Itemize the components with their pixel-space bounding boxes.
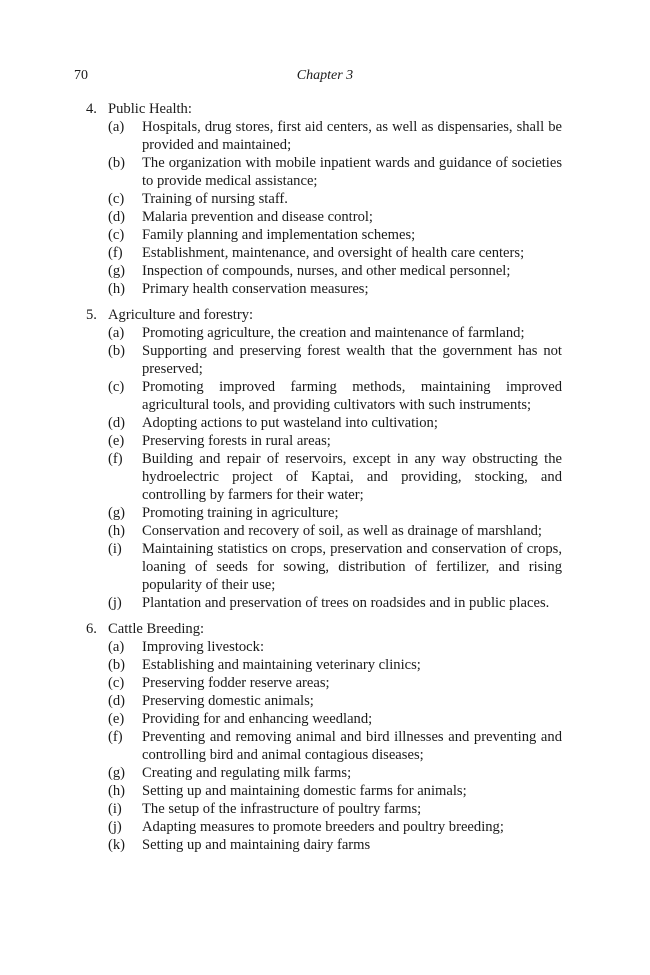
page-content: [86, 100, 562, 862]
list-item: [108, 818, 562, 836]
item-letter: (c): [108, 227, 125, 243]
item-letter: (h): [108, 281, 126, 297]
item-text: Malaria prevention and disease control;: [142, 209, 373, 225]
item-text: The organization with mobile inpatient wards and guidance of societies to provide medical assistance;: [142, 155, 562, 189]
item-letter: (h): [108, 523, 126, 539]
item-text: Maintaining statistics on crops, preservation and conservation of crops, loaning of seeds for sowing, distribution of fertilizer, and rising popularity of their use;: [142, 541, 562, 593]
list-item: [108, 692, 562, 710]
section-heading: [86, 100, 562, 118]
list-item: [108, 782, 562, 800]
section: [86, 100, 562, 298]
item-letter: (a): [108, 639, 125, 655]
item-text: Conservation and recovery of soil, as well as drainage of marshland;: [142, 523, 542, 539]
list-item: [108, 432, 562, 450]
item-letter: (d): [108, 415, 126, 431]
item-letter: (f): [108, 451, 123, 467]
item-text: Establishing and maintaining veterinary clinics;: [142, 657, 421, 673]
item-letter: (j): [108, 819, 122, 835]
item-letter: (h): [108, 783, 126, 799]
list-item: [108, 836, 562, 854]
item-text: Setting up and maintaining dairy farms: [142, 837, 371, 853]
list-item: [108, 540, 562, 594]
item-list: [108, 324, 562, 612]
list-item: [108, 190, 562, 208]
section: [86, 306, 562, 612]
list-item: [108, 504, 562, 522]
list-item: [108, 244, 562, 262]
page-number: 70: [74, 68, 88, 83]
item-letter: (b): [108, 155, 126, 171]
item-letter: (e): [108, 711, 125, 727]
list-item: [108, 594, 562, 612]
item-letter: (g): [108, 263, 126, 279]
item-letter: (j): [108, 595, 122, 611]
item-text: Plantation and preservation of trees on roadsides and in public places.: [142, 595, 550, 611]
item-letter: (b): [108, 343, 126, 359]
item-text: The setup of the infrastructure of poultry farms;: [142, 801, 422, 817]
item-text: Primary health conservation measures;: [142, 281, 369, 297]
item-text: Promoting agriculture, the creation and maintenance of farmland;: [142, 325, 525, 341]
item-letter: (e): [108, 433, 125, 449]
section: [86, 620, 562, 854]
list-item: [108, 226, 562, 244]
list-item: [108, 342, 562, 378]
item-text: Promoting training in agriculture;: [142, 505, 339, 521]
section-number: 4.: [86, 101, 97, 117]
item-text: Preserving fodder reserve areas;: [142, 675, 330, 691]
item-text: Promoting improved farming methods, maintaining improved agricultural tools, and providing cultivators with such instruments;: [142, 379, 562, 413]
item-letter: (a): [108, 119, 125, 135]
list-item: [108, 154, 562, 190]
item-text: Building and repair of reservoirs, except in any way obstructing the hydroelectric project of Kaptai, and providing, stocking, and controlling by farmers for their water;: [142, 451, 562, 503]
list-item: [108, 378, 562, 414]
item-letter: (a): [108, 325, 125, 341]
item-text: Preserving domestic animals;: [142, 693, 314, 709]
item-text: Supporting and preserving forest wealth that the government has not preserved;: [142, 343, 562, 377]
list-item: [108, 674, 562, 692]
list-item: [108, 118, 562, 154]
item-text: Creating and regulating milk farms;: [142, 765, 352, 781]
item-letter: (d): [108, 209, 126, 225]
list-item: [108, 800, 562, 818]
item-letter: (k): [108, 837, 126, 853]
list-item: [108, 262, 562, 280]
item-text: Hospitals, drug stores, first aid centers, as well as dispensaries, shall be provided and maintained;: [142, 119, 562, 153]
section-title: Cattle Breeding:: [108, 621, 205, 637]
section-number: 5.: [86, 307, 97, 323]
item-letter: (g): [108, 505, 126, 521]
item-letter: (c): [108, 191, 125, 207]
item-text: Family planning and implementation schemes;: [142, 227, 416, 243]
section-number: 6.: [86, 621, 97, 637]
item-letter: (c): [108, 379, 125, 395]
item-letter: (g): [108, 765, 126, 781]
item-text: Adapting measures to promote breeders and poultry breeding;: [142, 819, 504, 835]
item-text: Improving livestock:: [142, 639, 265, 655]
list-item: [108, 522, 562, 540]
item-letter: (i): [108, 541, 122, 557]
item-letter: (f): [108, 245, 123, 261]
item-text: Providing for and enhancing weedland;: [142, 711, 373, 727]
section-heading: [86, 620, 562, 638]
item-text: Preventing and removing animal and bird illnesses and preventing and controlling bird and animal contagious diseases;: [142, 729, 562, 763]
list-item: [108, 728, 562, 764]
item-letter: (c): [108, 675, 125, 691]
list-item: [108, 656, 562, 674]
item-list: [108, 118, 562, 298]
section-title: Agriculture and forestry:: [108, 307, 254, 323]
list-item: [108, 414, 562, 432]
list-item: [108, 280, 562, 298]
list-item: [108, 324, 562, 342]
item-letter: (b): [108, 657, 126, 673]
list-item: [108, 450, 562, 504]
section-title: Public Health:: [108, 101, 192, 117]
list-item: [108, 638, 562, 656]
list-item: [108, 710, 562, 728]
section-heading: [86, 306, 562, 324]
item-text: Setting up and maintaining domestic farms for animals;: [142, 783, 467, 799]
list-item: [108, 208, 562, 226]
running-head: Chapter 3: [296, 68, 354, 83]
list-item: [108, 764, 562, 782]
item-text: Establishment, maintenance, and oversight of health care centers;: [142, 245, 525, 261]
item-text: Preserving forests in rural areas;: [142, 433, 331, 449]
item-list: [108, 638, 562, 854]
item-text: Inspection of compounds, nurses, and other medical personnel;: [142, 263, 511, 279]
item-letter: (f): [108, 729, 123, 745]
item-letter: (d): [108, 693, 126, 709]
item-letter: (i): [108, 801, 122, 817]
item-text: Adopting actions to put wasteland into cultivation;: [142, 415, 438, 431]
item-text: Training of nursing staff.: [142, 191, 288, 207]
